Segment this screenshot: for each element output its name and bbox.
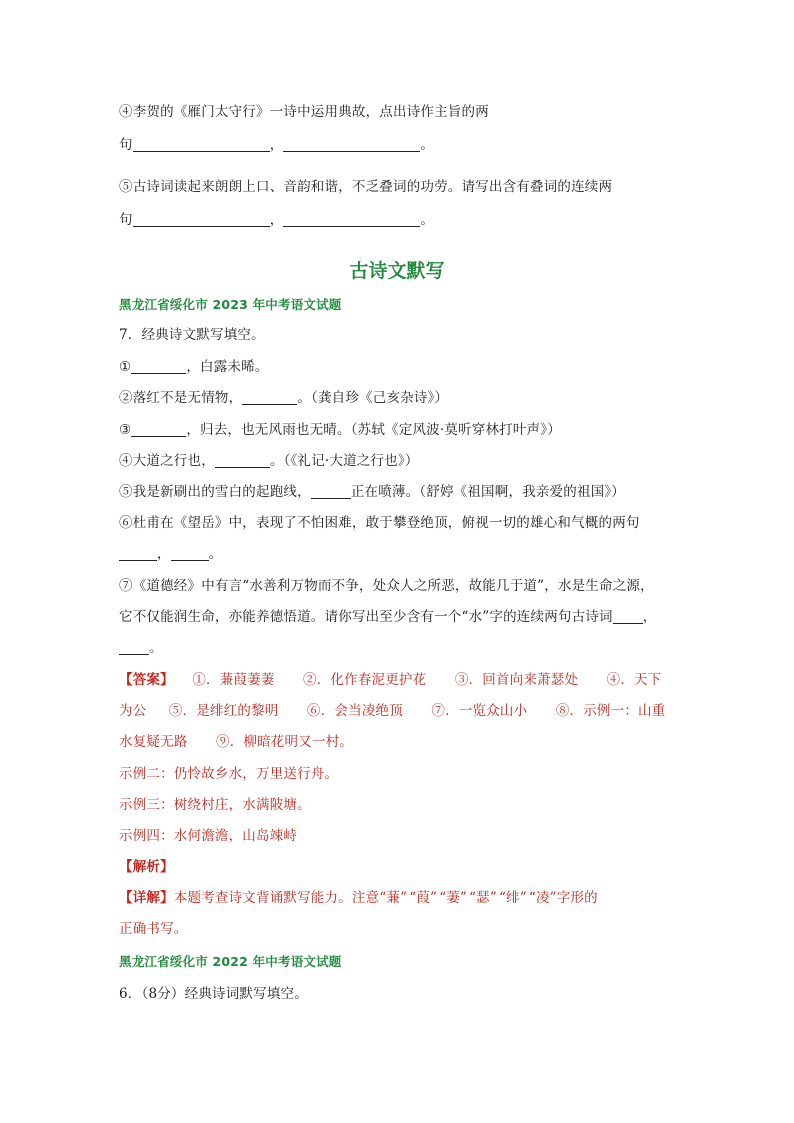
- answer-label: 【答案】: [119, 672, 174, 688]
- source-label-2022: 黑龙江省绥化市 2022 年中考语文试题: [119, 954, 342, 969]
- fill-line-4: ④大道之行也， 。（《礼记·大道之行也》）: [119, 453, 419, 469]
- answer-blank[interactable]: [133, 136, 270, 152]
- answer-line-2: [119, 701, 679, 721]
- answer-blank[interactable]: [131, 421, 186, 437]
- answer-item: ⑧．示例一：山重: [555, 703, 666, 719]
- answer-item: ②．化作春泥更护花: [303, 672, 427, 688]
- answer-blank[interactable]: [119, 545, 157, 561]
- fill-line-1: ① ，白露未晞。: [119, 359, 269, 375]
- answer-line-1: [119, 670, 679, 690]
- question-4-text: ④李贺的《雁门太守行》一诗中运用典故，点出诗作主旨的两: [119, 104, 489, 120]
- answer-item: 为公: [119, 703, 147, 719]
- answer-blank[interactable]: [283, 136, 420, 152]
- answer-blank[interactable]: [215, 452, 270, 468]
- fill-line-7-part3: 。: [119, 638, 679, 658]
- analysis-label: 【解析】: [119, 859, 174, 875]
- answer-blank[interactable]: [311, 483, 351, 499]
- fill-line-5: ⑤我是新刷出的雪白的起跑线， 正在喷薄。（舒婷《祖国啊，我亲爱的祖国》）: [119, 484, 626, 500]
- highlight-char: “绯”: [498, 890, 527, 906]
- answer-item: ⑦．一览众山小: [431, 703, 528, 719]
- question-5-text: ⑤古诗词读起来朗朗上口、音韵和谐，不乏叠词的功劳。请写出含有叠词的连续两: [119, 179, 613, 195]
- answer-example-2: 示例二：仍怜故乡水，万里送行舟。: [119, 766, 339, 782]
- highlight-char: “蒹”: [379, 890, 408, 906]
- detail-label: 【详解】: [119, 890, 174, 906]
- answer-example-4: 示例四：水何澹澹，山岛竦峙: [119, 828, 298, 844]
- fill-line-6-answers: ， 。: [119, 544, 679, 564]
- question-4-answer-line: 句 ， 。: [119, 137, 435, 153]
- answer-blank[interactable]: [613, 608, 643, 624]
- analysis-detail-line-2: 正确书写。: [119, 921, 188, 937]
- fill-line-7-part2: 它不仅能润生命，亦能养德悟道。请你写出至少含有一个“水”字的连续两句古诗词 ，: [119, 609, 657, 625]
- answer-blank[interactable]: [171, 545, 209, 561]
- answer-item: 水复疑无路: [119, 734, 188, 750]
- analysis-label-line: [119, 857, 679, 877]
- answer-blank[interactable]: [133, 211, 270, 227]
- answer-blank[interactable]: [131, 358, 186, 374]
- question-6-title: 6．（8分）经典诗词默写填空。: [119, 986, 308, 1002]
- answer-blank[interactable]: [119, 639, 149, 655]
- answer-line-3: [119, 732, 679, 752]
- highlight-char: “瑟”: [469, 890, 497, 906]
- answer-item: ⑤．是绯红的黎明: [168, 703, 279, 719]
- answer-example-3: 示例三：树绕村庄，水满陂塘。: [119, 797, 311, 813]
- analysis-detail-line-1: 【详解】本题考查诗文背诵默写能力。注意“蒹” “葭” “萋” “瑟” “绯” “凌”字形的: [119, 890, 598, 906]
- fill-line-6: ⑥杜甫在《望岳》中，表现了不怕困难，敢于攀登绝顶，俯视一切的雄心和气概的两句: [119, 515, 640, 531]
- fill-line-7-part1: ⑦《道德经》中有言“水善利万物而不争，处众人之所恶，故能几于道”，水是生命之源，: [119, 578, 654, 594]
- answer-blank[interactable]: [242, 389, 297, 405]
- highlight-char: “凌”: [528, 890, 557, 906]
- section-title: 古诗文默写: [349, 260, 445, 282]
- fill-line-3: ③ ，归去，也无风雨也无晴。（苏轼《定风波·莫听穿林打叶声》）: [119, 422, 561, 438]
- answer-item: ⑨．柳暗花明又一村。: [216, 734, 353, 750]
- question-5-answer-line: 句 ， 。: [119, 212, 435, 228]
- answer-item: ③．回首向来萧瑟处: [454, 672, 579, 688]
- highlight-char: “葭”: [409, 890, 438, 906]
- fill-line-2: ②落红不是无情物， 。（龚自珍《己亥杂诗》）: [119, 390, 449, 406]
- answer-item: ①．蒹葭萋萋: [192, 672, 275, 688]
- answer-item: ⑥．会当凌绝顶: [307, 703, 403, 719]
- answer-blank[interactable]: [283, 211, 420, 227]
- highlight-char: “萋”: [439, 890, 468, 906]
- answer-item: ④．天下: [606, 672, 662, 688]
- question-7-title: 7．经典诗文默写填空。: [119, 327, 265, 343]
- source-label-2023: 黑龙江省绥化市 2023 年中考语文试题: [119, 297, 342, 312]
